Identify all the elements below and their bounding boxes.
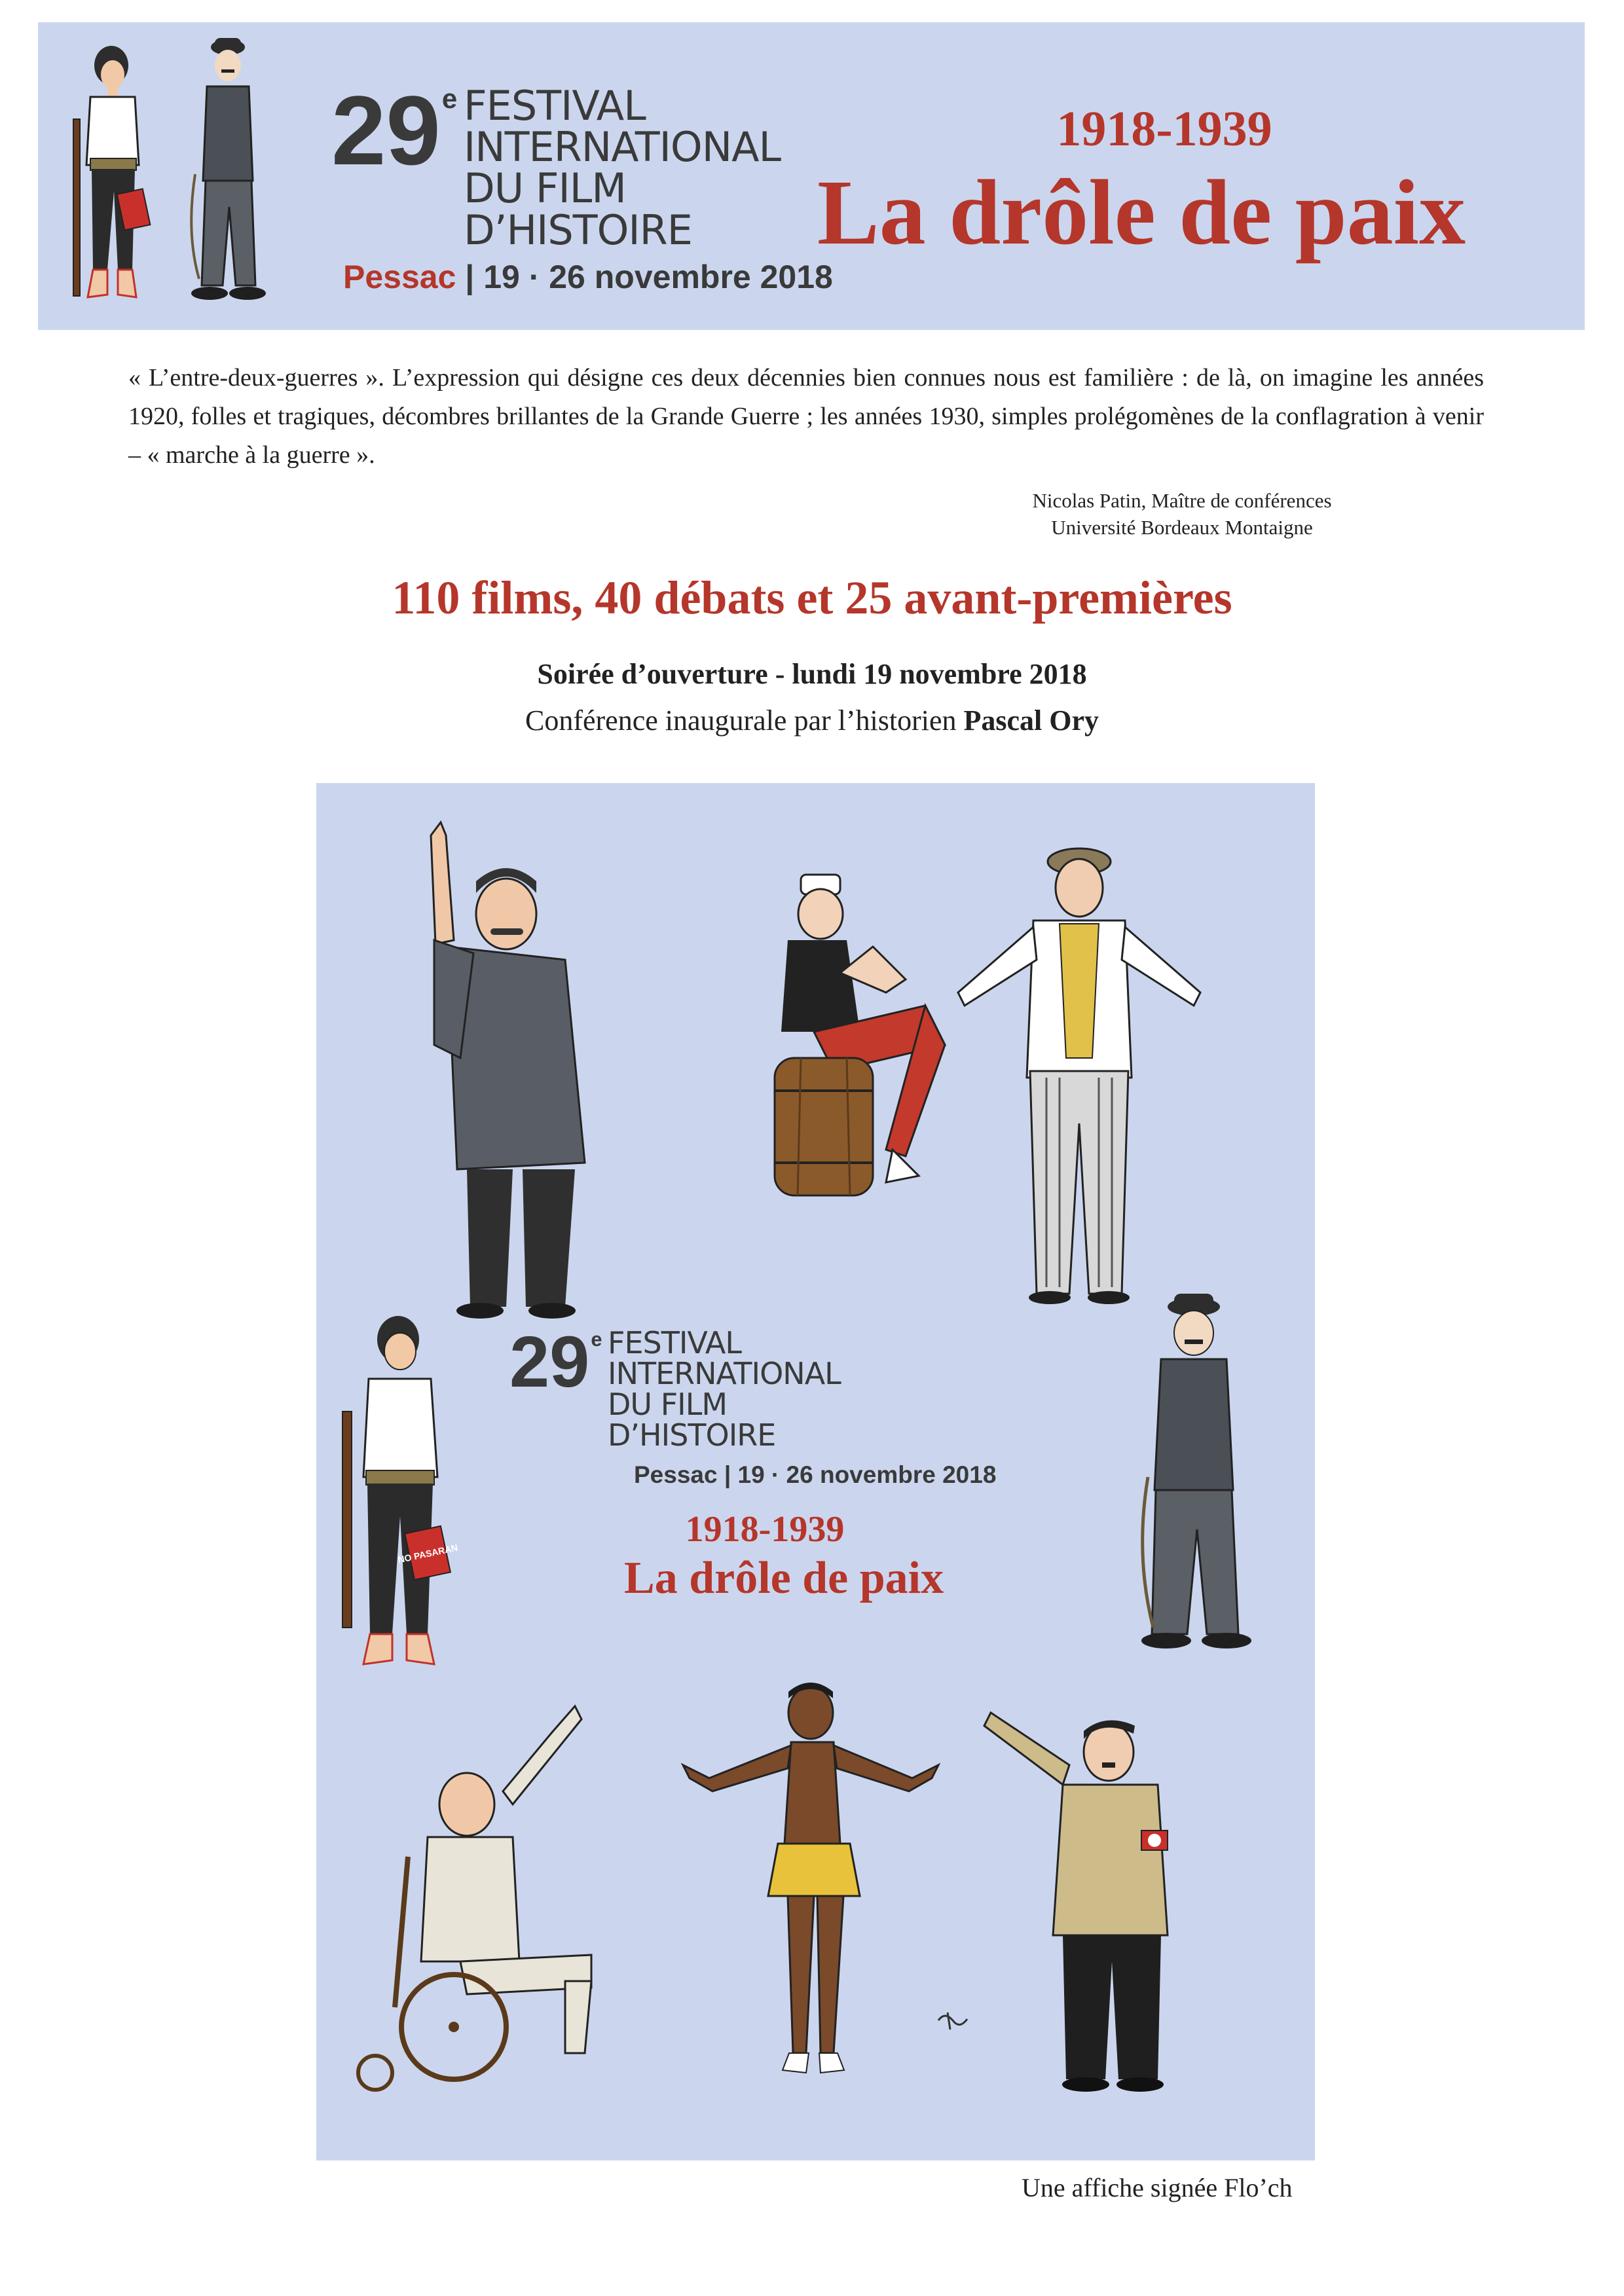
militia-woman-figure — [342, 1316, 458, 1664]
header-banner — [38, 22, 1585, 330]
program-headline: 110 films, 40 débats et 25 avant-premières — [392, 572, 1232, 624]
festival-name-line: DU FILM — [608, 1386, 728, 1422]
roosevelt-figure — [358, 1706, 591, 2090]
intro-paragraph: « L’entre-deux-guerres ». L’expression qui désigne ces deux décennies bien connues nous est familière : de là, on imagine les années 1920, folles et tragiques, décombres brillantes de la Grande Guerre ; les années 1930, simples prolégomènes de la conflagration à venir – « marche à la guerre ». — [128, 364, 1484, 469]
separator: | — [465, 259, 475, 295]
cabaret-dancer-figure — [775, 875, 945, 1195]
festival-place-dates — [343, 258, 833, 296]
festival-dates: 19 · 26 novembre 2018 — [483, 259, 833, 295]
historian-name: Pascal Ory — [963, 704, 1099, 737]
festival-name-line: INTERNATIONAL — [608, 1355, 841, 1391]
festival-name-line: DU FILM — [464, 164, 626, 213]
festival-name — [464, 82, 781, 254]
poster-theme-title: La drôle de paix — [624, 1553, 944, 1603]
poster-festival-name — [608, 1325, 841, 1453]
poster-place-dates — [634, 1461, 996, 1489]
author-signature — [917, 487, 1447, 541]
festival-name-line: INTERNATIONAL — [464, 123, 781, 172]
author-name-title: Nicolas Patin, Maître de conférences — [1032, 489, 1332, 512]
poster-caption: Une affiche signée Flo’ch — [1022, 2173, 1293, 2202]
sign-sticker: NO PASARAN — [397, 1542, 459, 1565]
poster-theme-years: 1918-1939 — [685, 1509, 845, 1550]
author-affiliation: Université Bordeaux Montaigne — [1051, 516, 1313, 539]
chaplin-figure — [182, 37, 274, 318]
poster-dates: 19 · 26 novembre 2018 — [737, 1461, 997, 1488]
josephine-baker-figure — [683, 1683, 938, 2073]
festival-city: Pessac — [343, 259, 456, 295]
poster-edition-number: 29e — [509, 1322, 602, 1402]
festival-name-line: D’HISTOIRE — [608, 1417, 776, 1453]
festival-name-line: FESTIVAL — [608, 1325, 742, 1360]
poster-city: Pessac — [634, 1461, 718, 1488]
separator: | — [724, 1461, 731, 1488]
theme-years: 1918-1939 — [1056, 101, 1272, 156]
opening-night-line: Soirée d’ouverture - lundi 19 novembre 2018 — [537, 658, 1087, 690]
inaugural-conference-line — [0, 704, 1624, 737]
theme-title: La drôle de paix — [817, 160, 1466, 264]
worker-figure — [958, 848, 1200, 1304]
chaplin-figure — [1141, 1294, 1251, 1649]
artist-signature — [938, 2013, 967, 2030]
stalin-figure — [431, 822, 585, 1319]
festival-poster — [316, 783, 1315, 2160]
woman-with-rifle-figure — [64, 41, 156, 316]
hitler-figure — [984, 1713, 1168, 2092]
festival-edition-number: 29e — [331, 75, 458, 185]
conference-prefix: Conférence inaugurale par l’historien — [525, 704, 964, 737]
festival-name-line: D’HISTOIRE — [464, 206, 692, 254]
festival-name-line: FESTIVAL — [464, 82, 646, 130]
